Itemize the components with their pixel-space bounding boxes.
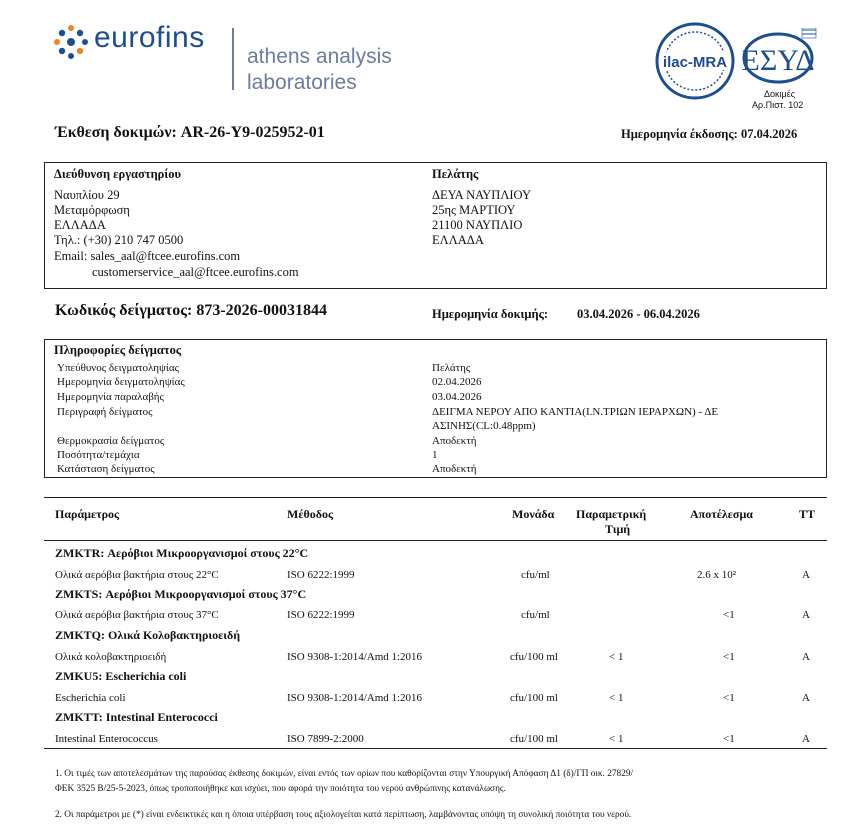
lab-phone: Τηλ.: (+30) 210 747 0500	[54, 233, 184, 247]
note-2: 2. Οι παράμετροι με (*) είναι ενδεικτικές και η όποια υπέρβαση τους αξιολογείται κατά περίπτωση, λαμβάνοντας υπόψη τη συνολική ποιότητα του νερού.	[55, 810, 632, 820]
col-header-limit: Παραμετρική	[576, 507, 647, 521]
test-date-value: 03.04.2026 - 06.04.2026	[577, 307, 700, 321]
header-divider	[232, 28, 234, 90]
sample-info-box	[44, 339, 827, 478]
col-header-method: Μέθοδος	[287, 507, 334, 521]
note-1-line-2: ΦΕΚ 3525 Β/25-5-2023, όπως τροποποιήθηκε και ισχύει, που αφορά την ποιότητα του νερού ανθρώπινης κατανάλωσης.	[55, 784, 506, 794]
table-top-rule	[44, 497, 827, 498]
table-bottom-rule	[44, 748, 827, 749]
sample-info-label: Κατάσταση δείγματος	[57, 463, 155, 475]
client-line: ΔΕΥΑ ΝΑΥΠΛΙΟΥ	[432, 188, 531, 202]
sample-info-value: 02.04.2026	[432, 376, 482, 388]
sample-info-value: ΔΕΙΓΜΑ ΝΕΡΟΥ ΑΠΟ ΚΑΝΤΙΑ(Ι.Ν.ΤΡΙΩΝ ΙΕΡΑΡΧΩΝ) - ΔΕ	[432, 406, 719, 418]
result-limit: < 1	[609, 692, 624, 704]
lab-name-line1: athens analysis	[247, 45, 392, 68]
col-header-limit-2: Τιμή	[605, 522, 631, 536]
client-heading: Πελάτης	[432, 167, 479, 181]
note-1-line-1: 1. Οι τιμές των αποτελεσμάτων της παρούσας έκθεσης δοκιμών, είναι εντός των ορίων που καθορίζονται στην Υπουργική Απόφαση Δ1 (δ)/ΓΠ οικ. 27829/	[55, 769, 634, 779]
sample-info-label: Υπεύθυνος δειγματοληψίας	[57, 362, 180, 374]
lab-email[interactable]: Email: sales_aal@ftcee.eurofins.com	[54, 249, 241, 263]
sample-info-value: Πελάτης	[432, 362, 471, 374]
group-title: ZMKTT: Intestinal Enterococci	[55, 710, 218, 724]
lab-address-line: Ναυπλίου 29	[54, 188, 120, 202]
result-limit: < 1	[609, 733, 624, 745]
result-value: 2.6 x 10²	[697, 569, 737, 581]
group-title: ZMKU5: Escherichia coli	[55, 669, 187, 683]
result-method: ISO 6222:1999	[287, 569, 355, 581]
col-header-tt: ΤΤ	[799, 507, 816, 521]
result-tt: A	[802, 569, 810, 581]
esyd-caption-1: Δοκιμές	[764, 89, 796, 99]
ilac-mra-logo	[654, 22, 736, 100]
result-method: ISO 6222:1999	[287, 609, 355, 621]
result-value: <1	[723, 692, 735, 704]
brand-name: eurofins	[94, 21, 205, 54]
result-param: Intestinal Enterococcus	[55, 733, 158, 745]
eurofins-logo	[53, 22, 223, 62]
sample-info-label: Ημερομηνία παραλαβής	[57, 391, 164, 403]
result-unit: cfu/100 ml	[510, 692, 558, 704]
lab-address-line: ΕΛΛΑΔΑ	[54, 218, 106, 232]
result-param: Escherichia coli	[55, 692, 126, 704]
sample-info-value: Αποδεκτή	[432, 463, 477, 475]
group-title: ZMKTR: Αερόβιοι Μικροοργανισμοί στους 22°C	[55, 546, 309, 560]
eurofins-dots-icon	[53, 24, 89, 60]
client-line: ΕΛΛΑΔΑ	[432, 233, 484, 247]
lab-email-2[interactable]: customerservice_aal@ftcee.eurofins.com	[92, 265, 299, 279]
sample-info-value: Αποδεκτή	[432, 435, 477, 447]
result-unit: cfu/ml	[521, 609, 550, 621]
result-tt: A	[802, 651, 810, 663]
result-tt: A	[802, 692, 810, 704]
esyd-logo	[740, 28, 820, 84]
result-value: <1	[723, 651, 735, 663]
lab-name-line2: laboratories	[247, 71, 357, 94]
group-title: ZMKTS: Αερόβιοι Μικροοργανισμοί στους 37°C	[55, 587, 307, 601]
result-tt: A	[802, 733, 810, 745]
sample-info-value: 03.04.2026	[432, 391, 482, 403]
ilac-logo-text: ilac-MRA	[662, 54, 728, 71]
test-date-label: Ημερομηνία δοκιμής:	[432, 307, 549, 321]
issue-date: Ημερομηνία έκδοσης: 07.04.2026	[621, 127, 798, 141]
client-line: 25ης ΜΑΡΤΙΟΥ	[432, 203, 516, 217]
sample-info-value-cont: ΑΣΙΝΗΣ(CL:0.48ppm)	[432, 420, 536, 432]
result-param: Ολικά κολοβακτηριοειδή	[55, 651, 167, 663]
result-method: ISO 9308-1:2014/Amd 1:2016	[287, 692, 423, 704]
result-value: <1	[723, 609, 735, 621]
result-param: Ολικά αερόβια βακτήρια στους 37°C	[55, 609, 219, 621]
sample-info-label: Ημερομηνία δειγματοληψίας	[57, 376, 185, 388]
result-unit: cfu/100 ml	[510, 651, 558, 663]
sample-info-label: Θερμοκρασία δείγματος	[57, 435, 165, 447]
result-unit: cfu/ml	[521, 569, 550, 581]
result-method: ISO 7899-2:2000	[287, 733, 364, 745]
result-tt: A	[802, 609, 810, 621]
result-unit: cfu/100 ml	[510, 733, 558, 745]
client-line: 21100 ΝΑΥΠΛΙΟ	[432, 218, 523, 232]
result-limit: < 1	[609, 651, 624, 663]
sample-info-value: 1	[432, 449, 438, 461]
result-method: ISO 9308-1:2014/Amd 1:2016	[287, 651, 423, 663]
esyd-caption-2: Αρ.Πιστ. 102	[752, 100, 804, 110]
lab-address-line: Μεταμόρφωση	[54, 203, 130, 217]
sample-info-label: Περιγραφή δείγματος	[57, 406, 153, 418]
result-param: Ολικά αερόβια βακτήρια στους 22°C	[55, 569, 219, 581]
result-value: <1	[723, 733, 735, 745]
col-header-result: Αποτέλεσμα	[690, 507, 753, 521]
address-box	[44, 162, 827, 289]
col-header-param: Παράμετρος	[55, 507, 120, 521]
svg-text:ΕΣΥΔ: ΕΣΥΔ	[741, 44, 815, 77]
sample-info-label: Ποσότητα/τεμάχια	[57, 449, 140, 461]
sample-code: Κωδικός δείγματος: 873-2026-00031844	[55, 302, 327, 319]
col-header-unit: Μονάδα	[512, 507, 555, 521]
group-title: ZMKTQ: Ολικά Κολοβακτηριοειδή	[55, 628, 241, 642]
report-title: Έκθεση δοκιμών: AR-26-Y9-025952-01	[55, 124, 325, 141]
lab-address-heading: Διεύθυνση εργαστηρίου	[54, 167, 181, 181]
sample-info-heading: Πληροφορίες δείγματος	[54, 343, 182, 357]
table-header-rule	[44, 540, 827, 541]
